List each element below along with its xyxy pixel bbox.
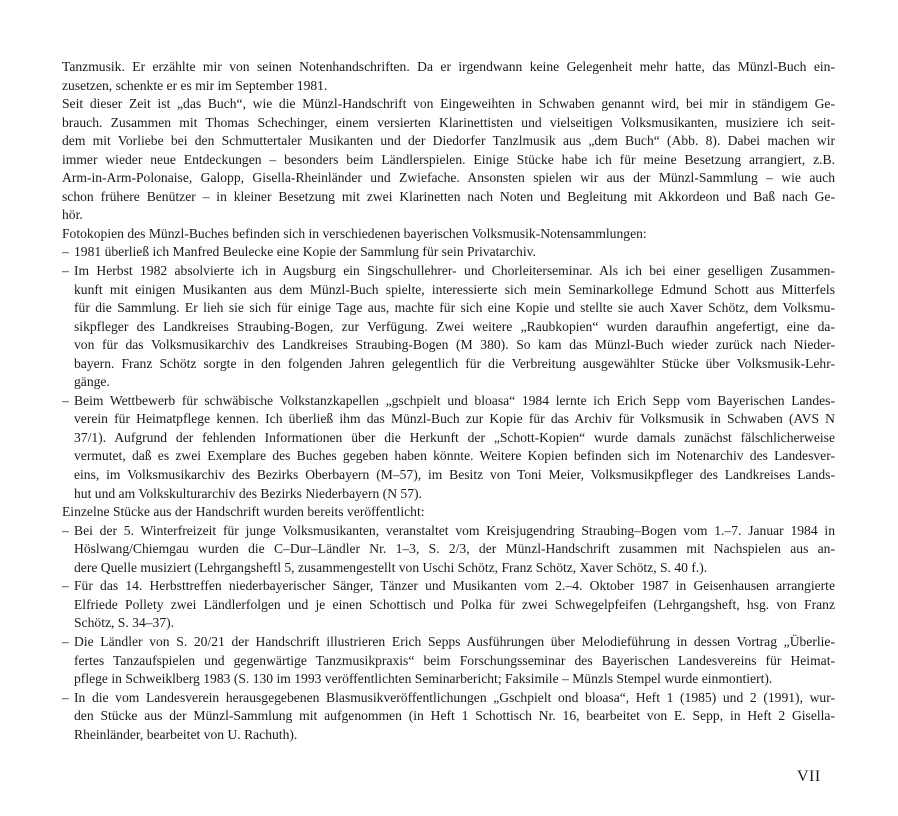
paragraph-das-buch bbox=[62, 95, 835, 225]
text-line: Bei der 5. Winterfreizeit für junge Volksmusikanten, veranstaltet vom Kreisjugendring Straubing–Bogen vom 1.–7. Januar 1984 in bbox=[74, 522, 835, 538]
text-line: kunft mit einigen Musikanten aus dem Münzl-Buch spielte, interessierte sich mein Seminarkollege Edmund Schott aus Mitterfels bbox=[74, 281, 835, 297]
list-item bbox=[62, 262, 835, 392]
text-line: Rheinländer, bearbeitet von U. Rachuth). bbox=[74, 726, 298, 742]
page-number: VII bbox=[797, 768, 821, 785]
list-bullet: – bbox=[62, 244, 69, 260]
list-item bbox=[62, 392, 835, 503]
list-bullet: – bbox=[62, 263, 69, 279]
text-line: vermutet, daß es zwei Exemplare des Buches gegeben haben könnte. Weitere Kopien befinden sich im Notenarchiv des Landesver- bbox=[74, 448, 835, 464]
text-line: den Stücke aus der Münzl-Sammlung mit aufgenommen (in Heft 1 Schottisch Nr. 16, bearbeitet von E. Sepp, in Heft 2 Gisella- bbox=[74, 708, 835, 724]
text-line: Tanzmusik. Er erzählte mir von seinen Notenhandschriften. Da er irgendwann keine Gelegenheit mehr hatte, das Münzl-Buch ein- bbox=[62, 59, 835, 74]
text-line: Die Ländler von S. 20/21 der Handschrift illustrieren Erich Sepps Ausführungen über Melodieführung in dessen Vortrag „Überlie- bbox=[74, 633, 835, 649]
text-line: Seit dieser Zeit ist „das Buch“, wie die Münzl-Handschrift von Eingeweihten in Schwaben genannt wird, bei mir in ständigem Ge- bbox=[62, 96, 835, 112]
text-line: von für das Volksmusikarchiv des Landkreises Straubing-Bogen (M 380). So kam das Münzl-Buch wieder zurück nach Nieder- bbox=[74, 337, 835, 353]
list-bullet: – bbox=[62, 689, 69, 705]
text-line: Für das 14. Herbsttreffen niederbayerischer Sänger, Tänzer und Musikanten vom 2.–4. Oktober 1987 in Geisenhausen arrangierte bbox=[74, 578, 835, 594]
text-line: zusetzen, schenkte er es mir im September 1981. bbox=[62, 77, 328, 93]
text-line: eins, im Volksmusikarchiv des Bezirks Oberbayern (M–57), im Besitz von Toni Meier, Volksmusikpfleger des Landkreises Lands- bbox=[74, 467, 835, 483]
text-line: Fotokopien des Münzl-Buches befinden sich in verschiedenen bayerischen Volksmusik-Notensammlungen: bbox=[62, 225, 647, 241]
text-line: Beim Wettbewerb für schwäbische Volkstanzkapellen „gschpielt und bloasa“ 1984 lernte ich Erich Sepp vom Bayerischen Landes- bbox=[74, 392, 835, 408]
list-item bbox=[62, 522, 835, 578]
list-copies bbox=[62, 243, 835, 503]
text-line: Schötz, S. 34–37). bbox=[74, 615, 175, 631]
text-line: immer wieder neue Entdeckungen – besonders beim Ländlerspielen. Einige Stücke habe ich für meine Besetzung arrangiert, z.B. bbox=[62, 151, 835, 167]
list-item bbox=[62, 243, 835, 262]
text-line: 37/1). Aufgrund der fehlenden Informationen über die Herkunft der „Schott-Kopien“ wurde damals zunächst fälschlicherweise bbox=[74, 429, 835, 445]
text-line: Elfriede Pollety zwei Ländlerfolgen und je einen Schottisch und Polka für zwei Schwegelpfeifen (Lehrgangsheft, hsg. von Franz bbox=[74, 596, 835, 612]
text-line: verein für Heimatpflege kennen. Ich überließ ihm das Münzl-Buch zur Kopie für das Archiv für Volksmusik in Schwaben (AVS N bbox=[74, 411, 835, 427]
text-line: bayern. Franz Schötz sorgte in den folgenden Jahren gelegentlich für die Verbreitung ausgewählter Stücke über Volksmusik-Lehr- bbox=[74, 355, 835, 371]
paragraph-intro bbox=[62, 58, 835, 95]
list-bullet: – bbox=[62, 578, 69, 594]
text-line: In die vom Landesverein herausgegebenen Blasmusikveröffentlichungen „Gschpielt ond bloasa“, Heft 1 (1985) und 2 (1991), wur- bbox=[74, 689, 835, 705]
list-item bbox=[62, 577, 835, 633]
text-line: dere Quelle musiziert (Lehrgangsheftl 5, zusammengestellt von Uschi Schötz, Franz Schötz, Xaver Schötz, S. 40 f.). bbox=[74, 559, 708, 575]
list-bullet: – bbox=[62, 392, 69, 408]
text-line: sikpfleger des Landkreises Straubing-Bogen, zur Verfügung. Zwei weitere „Raubkopien“ wurden daraufhin angefertigt, eine da- bbox=[74, 318, 835, 334]
list-bullet: – bbox=[62, 633, 69, 649]
text-line: Einzelne Stücke aus der Handschrift wurden bereits veröffentlicht: bbox=[62, 504, 425, 520]
document-body bbox=[62, 58, 835, 744]
list-publications bbox=[62, 522, 835, 745]
text-line: Höslwang/Chiemgau wurden die C–Dur–Ländler Nr. 1–3, S. 2/3, der Münzl-Handschrift zusammen mit Nachspielen aus an- bbox=[74, 541, 835, 557]
paragraph-fotokopien bbox=[62, 225, 835, 244]
text-line: 1981 überließ ich Manfred Beulecke eine Kopie der Sammlung für sein Privatarchiv. bbox=[74, 244, 536, 260]
paragraph-einzelne bbox=[62, 503, 835, 522]
text-line: Im Herbst 1982 absolvierte ich in Augsburg ein Singschullehrer- und Chorleiterseminar. Als ich bei einer geselligen Zusammen- bbox=[74, 263, 835, 279]
text-line: fertes Tanzaufspielen und gegenwärtige Tanzmusikpraxis“ beim Forschungsseminar des Bayerischen Landesvereins für Heimat- bbox=[74, 652, 835, 668]
text-line: brauch. Zusammen mit Thomas Schechinger, einem versierten Klarinettisten und vielseitigen Volksmusikanten, musiziere ich seit- bbox=[62, 114, 835, 130]
list-item bbox=[62, 689, 835, 745]
text-line: Arm-in-Arm-Polonaise, Galopp, Gisella-Rheinländer und Zwiefache. Ansonsten spielen wir aus der Münzl-Sammlung – wie auch bbox=[62, 170, 835, 186]
text-line: gänge. bbox=[74, 374, 110, 390]
text-line: für die Sammlung. Er lieh sie sich für einige Tage aus, machte für sich eine Kopie und stellte sie auch Xaver Schötz, dem Volksmu- bbox=[74, 300, 835, 316]
text-line: hut und am Volkskulturarchiv des Bezirks Niederbayern (N 57). bbox=[74, 485, 422, 501]
text-line: schon frühere Benützer – in kleiner Besetzung mit zwei Klarinetten nach Noten und Begleitung mit Akkordeon und Baß nach Ge- bbox=[62, 188, 835, 204]
list-item bbox=[62, 633, 835, 689]
text-line: pflege in Schweiklberg 1983 (S. 130 im 1993 veröffentlichten Seminarbericht; Faksimile – Münzls Stempel wurde einmontiert). bbox=[74, 671, 773, 687]
text-line: dem mit Vorliebe bei den Schmuttertaler Musikanten und der Diedorfer Tanzlmusik aus „dem Buch“ (Abb. 8). Dabei machen wir bbox=[62, 133, 835, 149]
text-line: hör. bbox=[62, 207, 83, 223]
list-bullet: – bbox=[62, 522, 69, 538]
